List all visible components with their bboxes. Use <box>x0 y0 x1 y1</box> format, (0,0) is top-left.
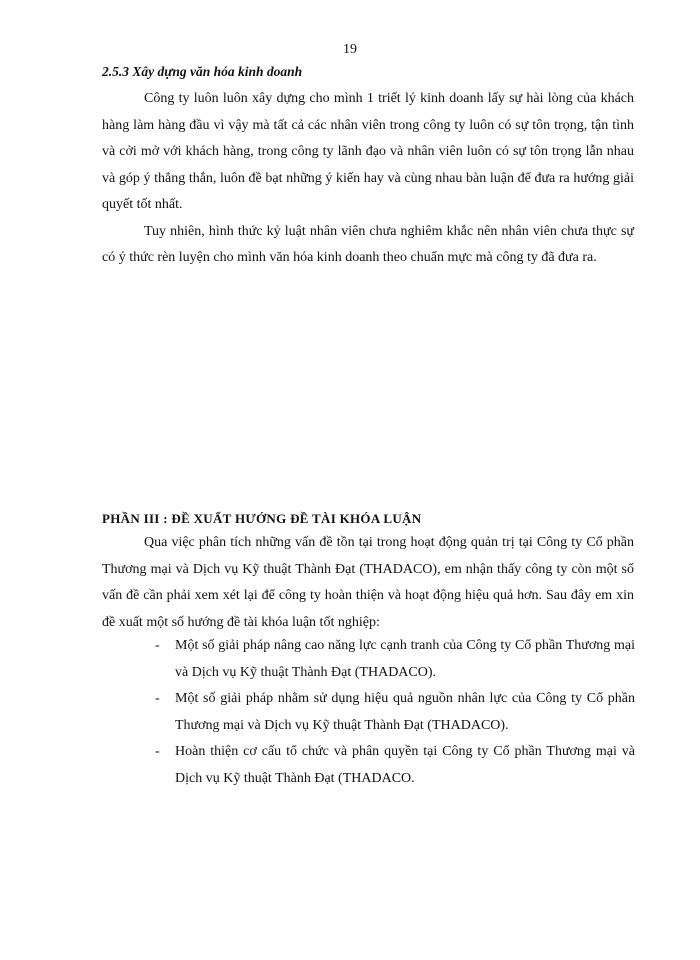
list-item-text: Một số giải pháp nâng cao năng lực cạnh tranh của Công ty Cổ phần Thương mại và Dịch vụ Kỹ thuật Thành Đạt (THADACO). <box>175 638 635 680</box>
section-heading: 2.5.3 Xây dựng văn hóa kinh doanh <box>102 64 303 79</box>
list-item <box>155 686 635 739</box>
list-item-text: Hoàn thiện cơ cấu tổ chức và phân quyền tại Công ty Cổ phần Thương mại và Dịch vụ Kỹ thuật Thành Đạt (THADACO. <box>175 744 635 786</box>
section-paragraph-1: Công ty luôn luôn xây dựng cho mình 1 triết lý kinh doanh lấy sự hài lòng của khách hàng làm hàng đầu vì vậy mà tất cả các nhân viên trong công ty luôn có sự tôn trọng, tận tình và cởi mở với khách hàng, trong công ty lãnh đạo và nhân viên luôn có sự tôn trọng lẫn nhau và góp ý thẳng thắn, luôn đề bạt những ý kiến hay và cùng nhau bàn luận để đưa ra hướng giải quyết tốt nhất. <box>102 91 634 212</box>
list-item <box>155 739 635 792</box>
bullet-dash: - <box>155 638 160 653</box>
part-intro-block <box>102 530 634 636</box>
section-body <box>102 86 634 272</box>
bullet-dash: - <box>155 744 160 759</box>
part-heading: PHẦN III : ĐỀ XUẤT HƯỚNG ĐỀ TÀI KHÓA LUẬN <box>102 511 422 526</box>
part-intro-paragraph: Qua việc phân tích những vấn đề tồn tại trong hoạt động quản trị tại Công ty Cổ phần Thương mại và Dịch vụ Kỹ thuật Thành Đạt (THADACO), em nhận thấy công ty còn một số vấn đề cần phải xem xét lại để công ty hoàn thiện và hoạt động hiệu quả hơn. Sau đây em xin đề xuất một số hướng đề tài khóa luận tốt nghiệp: <box>102 535 634 630</box>
section-paragraph-2: Tuy nhiên, hình thức kỷ luật nhân viên chưa nghiêm khắc nên nhân viên chưa thực sự có ý thức rèn luyện cho mình văn hóa kinh doanh theo chuẩn mực mà công ty đã đưa ra. <box>102 223 634 265</box>
list-item <box>155 633 635 686</box>
bullet-dash: - <box>155 691 160 706</box>
list-item-text: Một số giải pháp nhằm sử dụng hiệu quả nguồn nhân lực của Công ty Cổ phần Thương mại và Dịch vụ Kỹ thuật Thành Đạt (THADACO). <box>175 691 635 733</box>
suggestion-list <box>155 633 635 792</box>
page-number: 19 <box>343 42 357 57</box>
